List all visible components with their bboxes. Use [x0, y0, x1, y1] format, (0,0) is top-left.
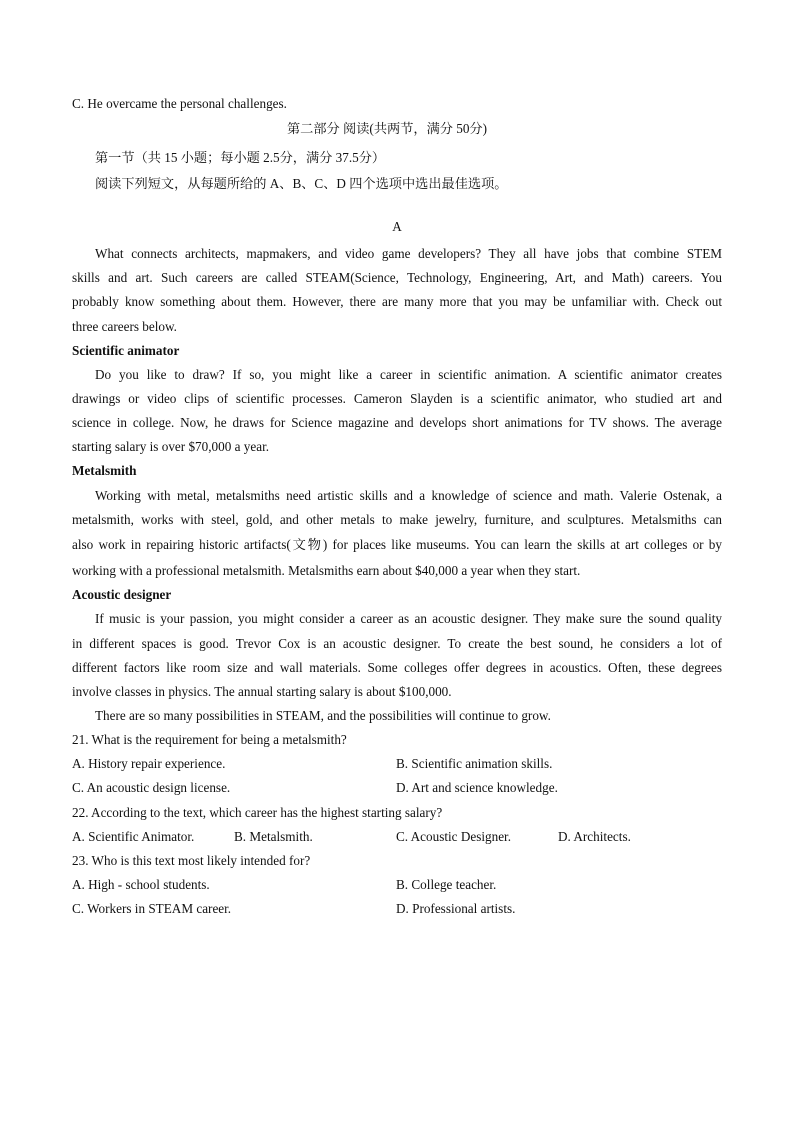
option-d: D. Professional artists.	[396, 901, 516, 916]
section-heading: Metalsmith	[72, 463, 137, 478]
part-title: 第二部分 阅读(共两节，满分 50分)	[287, 121, 488, 136]
section-line: involve classes in physics. The annual starting salary is about $100,000.	[72, 684, 452, 699]
intro-line: skills and art. Such careers are called STEAM(Science, Technology, Engineering, Art, and Math) careers. You	[72, 270, 722, 285]
section-line: Do you like to draw? If so, you might like a career in scientific animation. A scientific animator creates	[95, 367, 722, 382]
intro-line: What connects architects, mapmakers, and video game developers? They all have jobs that combine STEM	[95, 246, 722, 261]
option-c: C. Workers in STEAM career.	[72, 901, 232, 916]
option-b: B. College teacher.	[396, 877, 497, 892]
section-line: drawings or video clips of scientific processes. Cameron Slayden is a scientific animator, who studied art and	[72, 391, 722, 406]
section-line: Working with metal, metalsmiths need artistic skills and a knowledge of science and math. Valerie Ostenak, a	[95, 488, 722, 503]
question-stem: 21. What is the requirement for being a metalsmith?	[72, 732, 347, 747]
section-title: 第一节（共 15 小题；每小题 2.5分，满分 37.5分）	[95, 150, 386, 165]
option-c: C. An acoustic design license.	[72, 780, 231, 795]
option-a: A. Scientific Animator.	[72, 829, 195, 844]
closing-sentence: There are so many possibilities in STEAM, and the possibilities will continue to grow.	[95, 708, 551, 723]
passage-label: A	[392, 219, 402, 234]
option-d: D. Architects.	[558, 829, 631, 844]
option-a: A. High - school students.	[72, 877, 210, 892]
option-b: B. Metalsmith.	[234, 829, 313, 844]
section-line: metalsmith, works with steel, gold, and other metals to make jewelry, furniture, and sculptures. Metalsmiths can	[72, 512, 722, 527]
option-a: A. History repair experience.	[72, 756, 226, 771]
section-line: If music is your passion, you might consider a career as an acoustic designer. They make sure the sound quality	[95, 611, 722, 626]
intro-line: three careers below.	[72, 319, 177, 334]
intro-line: probably know something about them. However, there are many more that you may be unfamiliar with. Check out	[72, 294, 722, 309]
section-line: different factors like room size and wall materials. Some colleges offer degrees in acoustics. Often, these degrees	[72, 660, 722, 675]
section-line: working with a professional metalsmith. Metalsmiths earn about $40,000 a year when they start.	[72, 563, 581, 578]
option-b: B. Scientific animation skills.	[396, 756, 553, 771]
question-stem: 23. Who is this text most likely intended for?	[72, 853, 311, 868]
question-stem: 22. According to the text, which career has the highest starting salary?	[72, 805, 443, 820]
option-c: C. Acoustic Designer.	[396, 829, 512, 844]
section-line: science in college. Now, he draws for Science magazine and develops short animations for TV shows. The average	[72, 415, 722, 430]
section-line: starting salary is over $70,000 a year.	[72, 439, 270, 454]
instruction-text: 阅读下列短文，从每题所给的 A、B、C、D 四个选项中选出最佳选项。	[95, 176, 508, 191]
section-heading: Scientific animator	[72, 343, 180, 358]
section-line: also work in repairing historic artifacts(文物) for places like museums. You can learn the skills at art colleges or by	[72, 537, 722, 552]
section-line: in different spaces is good. Trevor Cox is an acoustic designer. To create the best sound, he considers a lot of	[72, 636, 722, 651]
section-heading: Acoustic designer	[72, 587, 172, 602]
option-d: D. Art and science knowledge.	[396, 780, 558, 795]
previous-question-option-c: C. He overcame the personal challenges.	[72, 96, 287, 111]
